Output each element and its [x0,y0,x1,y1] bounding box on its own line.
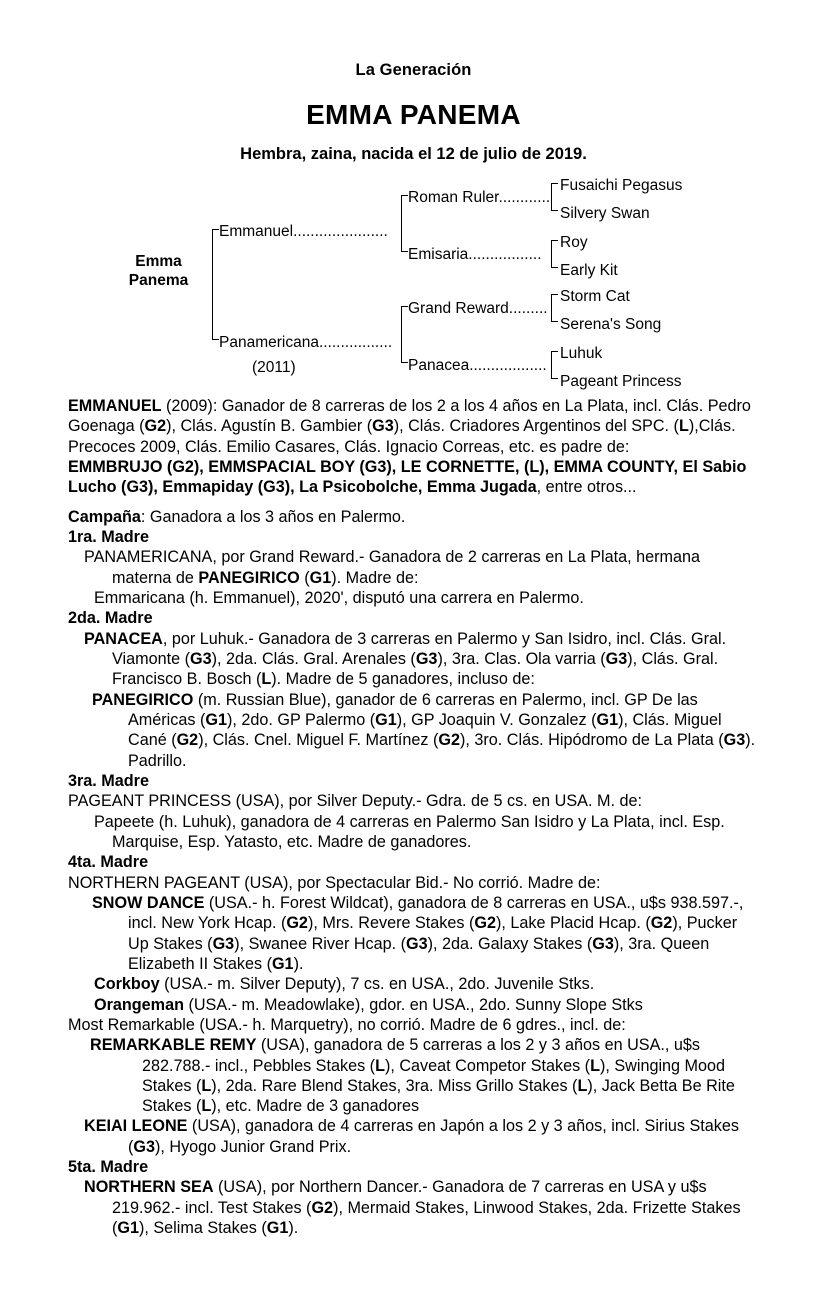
bracket-gen2-dam [401,306,402,363]
campaign-line [68,507,759,527]
pedigree-g3-0: Fusaichi Pegasus [560,177,683,194]
section-fifth-dam: 5ta. Madre [68,1158,149,1177]
grade-g1-f: G1 [266,1219,289,1238]
bracket-gen3-c [551,294,552,322]
grade-g2: G2 [144,417,167,436]
offspring-orangeman [68,995,759,1015]
bracket-gen1 [212,229,213,340]
corkboy-text: (USA.- m. Silver Deputy), 7 cs. en USA., 2do. Juvenile Stks. [159,975,595,994]
snow-text-a: (USA.- h. Forest Wildcat), ganadora de 8 carreras en USA., u$s 938.597.-, incl. New York Hcap. ( [128,893,744,933]
grade-l-a: L [261,670,272,689]
remy-text-a: (USA), ganadora de 5 carreras a los 2 y 3 años en USA., u$s 282.788.- incl., Pebbles Stakes ( [142,1036,700,1075]
remy-text-b: ), Caveat Competor Stakes ( [384,1056,591,1075]
section-third-dam: 3ra. Madre [68,771,149,790]
pedigree-dam-year: (2011) [252,359,296,376]
snow-text-c: ), Lake Placid Hcap. ( [495,914,651,933]
fifth-text-b: ), Mermaid Stakes, Linwood Stakes, 2da. Frizette Stakes ( [112,1198,741,1238]
spacer [68,498,759,507]
snow-text-h: ). [293,954,304,973]
grade-g1-a: G1 [205,710,227,729]
grade-l-f: L [201,1097,212,1116]
sire-progeny-list [68,457,759,498]
second-dam-name: PANACEA [84,629,163,648]
grade-l-e: L [577,1076,588,1095]
second-dam-text-c: ), 3ra. Clas. Ola varria ( [437,649,606,668]
pedigree-g3-7: Pageant Princess [560,373,682,390]
grade-g1-c: G1 [596,710,619,729]
snow-text-f: ), 2da. Galaxy Stakes ( [427,934,593,953]
second-dam-offspring [68,690,759,771]
sire-progeny-names: EMMBRUJO (G2), EMMSPACIAL BOY (G3), LE CORNETTE, (L), EMMA COUNTY, El Sabio Lucho (G3), Emmapiday (G3), La Psicobolche, Emma Jugada [68,457,747,497]
bracket-gen3-b [551,240,552,268]
grade-g1: G1 [309,568,332,587]
pedigree-g3-4: Storm Cat [560,288,630,305]
grade-g2-b: G2 [438,731,460,750]
first-dam-text-b: ( [299,568,310,587]
offspring-name-corkboy: Corkboy [94,975,160,994]
grade-g2-d: G2 [474,914,496,933]
first-dam-offspring: Emmaricana (h. Emmanuel), 2020', disputó una carrera en Palermo. [94,588,584,607]
pedigree-sire: Emmanuel...................... [219,223,388,240]
remy-text-f: ), etc. Madre de 3 ganadores [211,1097,420,1116]
horse-description: Hembra, zaina, nacida el 12 de julio de 2019. [240,145,587,163]
grade-g1-e: G1 [117,1219,139,1238]
keiai-text-b: ), Hyogo Junior Grand Prix. [155,1137,352,1156]
sire-progeny-tail: , entre otros... [536,478,637,497]
campaign-text: : Ganadora a los 3 años en Palermo. [140,507,406,526]
grade-l-d: L [201,1076,212,1095]
keiai-text-a: (USA), ganadora de 4 carreras en Japón a los 2 y 3 años, incl. Sirius Stakes ( [128,1117,739,1156]
panegirico-text-f: ), 3ro. Clás. Hipódromo de La Plata ( [460,731,724,750]
pedigree-sire-sire: Roman Ruler............ [408,189,551,206]
offspring-name-panegirico: PANEGIRICO [92,690,194,709]
panegirico-text-d: ), Clás. Miguel Cané ( [128,710,722,750]
remy-text-e: ), Jack Betta Be Rite Stakes ( [142,1076,735,1116]
first-dam-desc [68,547,759,588]
first-dam-sibling: PANEGIRICO [198,568,300,587]
grade-l-b: L [375,1056,385,1075]
offspring-name-keiai-leone: KEIAI LEONE [84,1117,188,1136]
campaign-label: Campaña [68,507,141,526]
offspring-snow-dance [68,893,759,974]
grade-g3-b: G3 [415,649,438,668]
section-second-dam: 2da. Madre [68,609,153,628]
fifth-text-d: ). [288,1219,299,1238]
sire-note-name: EMMANUEL [68,397,162,415]
second-dam-text-a: , por Luhuk.- Ganadora de 3 carreras en Palermo y San Isidro, incl. Clás. Gral. Viamonte ( [112,629,727,668]
sire-note [68,396,759,457]
panegirico-text-e: ), Clás. Cnel. Miguel F. Martínez ( [198,731,439,750]
sire-note-text-4: ),Clás. Precoces 2009, Clás. Emilio Casares, Clás. Ignacio Correas, etc. es padre de: [68,417,736,456]
first-dam-text-c: ). Madre de: [331,568,419,587]
bracket-gen3-a [551,183,552,211]
snow-text-b: ), Mrs. Revere Stakes ( [307,914,475,933]
third-dam-offspring: Papeete (h. Luhuk), ganadora de 4 carreras en Palermo San Isidro y La Plata, incl. Esp. Marquise, Esp. Yatasto, etc. Madre de ganadores. [94,812,725,851]
subject-line-2: Panema [128,272,189,290]
pedigree-body [68,396,759,1238]
grade-l-c: L [590,1056,600,1075]
sire-note-text-1: (2009): Ganador de 8 carreras de los 2 a los 4 años en La Plata, incl. Clás. Pedro Goenaga ( [68,397,751,436]
snow-text-e: ), Swanee River Hcap. ( [234,934,407,953]
remy-text-d: ), 2da. Rare Blend Stakes, 3ra. Miss Grillo Stakes ( [211,1076,578,1095]
grade-g3-a: G3 [189,649,212,668]
snow-text-d: ), Pucker Up Stakes ( [128,914,738,953]
grade-g1-d: G1 [271,954,294,973]
pedigree-subject [106,252,211,291]
bracket-gen2-sire [401,195,402,252]
subject-line-1: Emma [135,253,182,270]
grade-g2-f: G2 [311,1198,334,1217]
grade-g3-e: G3 [212,934,235,953]
pedigree-g3-6: Luhuk [560,345,603,362]
pedigree-dam: Panamericana................. [219,334,393,351]
offspring-name-remarkable-remy: REMARKABLE REMY [90,1036,257,1055]
third-dam-desc: PAGEANT PRINCESS (USA), por Silver Deputy.- Gdra. de 5 cs. en USA. M. de: [68,792,642,811]
second-dam-text-e: ). Madre de 5 ganadores, incluso de: [271,670,535,689]
sire-note-text-3: ), Clás. Criadores Argentinos del SPC. ( [393,417,679,436]
panegirico-text-g: ). Padrillo. [128,731,756,770]
panegirico-text-b: ), 2do. GP Palermo ( [226,710,376,729]
panegirico-text-a: (m. Russian Blue), ganador de 6 carreras en Palermo, incl. GP De las Américas ( [128,690,698,729]
grade-g1-b: G1 [375,710,397,729]
grade-g2-e: G2 [650,914,673,933]
remy-text-c: ), Swinging Mood Stakes ( [142,1056,726,1095]
pedigree-g3-5: Serena's Song [560,316,662,333]
fifth-text-a: (USA), por Northern Dancer.- Ganadora de 7 carreras en USA y u$s 219.962.- incl. Test Stakes ( [112,1178,707,1217]
publication-name: La Generación [355,61,472,79]
pedigree-g3-2: Roy [560,234,588,251]
pedigree-dam-sire: Grand Reward......... [408,300,548,317]
second-dam-text-b: ), 2da. Clás. Gral. Arenales ( [211,649,416,668]
pedigree-g3-3: Early Kit [560,262,618,279]
grade-g3-h: G3 [133,1137,155,1156]
pedigree-sire-dam: Emisaria................. [408,246,542,263]
orangeman-text: (USA.- m. Meadowlake), gdor. en USA., 2do. Sunny Slope Stks [183,995,643,1014]
bracket-gen3-d [551,351,552,379]
page-title: EMMA PANEMA [306,99,521,130]
section-fourth-dam: 4ta. Madre [68,853,149,872]
section-first-dam: 1ra. Madre [68,527,149,546]
offspring-corkboy [68,974,759,994]
grade-g2-a: G2 [176,731,199,750]
offspring-keiai-leone [68,1116,759,1157]
grade-g3-f: G3 [406,934,428,953]
sire-note-text-2: ), Clás. Agustín B. Gambier ( [166,417,373,436]
grade-g3-c: G3 [605,649,628,668]
fifth-dam-desc [68,1177,759,1238]
offspring-name-orangeman: Orangeman [94,995,184,1014]
fourth-dam-desc: NORTHERN PAGEANT (USA), por Spectacular Bid.- No corrió. Madre de: [68,873,601,892]
snow-text-g: ), 3ra. Queen Elizabeth II Stakes ( [128,934,710,973]
offspring-most-remarkable: Most Remarkable (USA.- h. Marquetry), no corrió. Madre de 6 gdres., incl. de: [68,1015,626,1034]
first-dam-text-a: PANAMERICANA, por Grand Reward.- Ganadora de 2 carreras en La Plata, hermana materna de [84,548,701,587]
grade-g3-d: G3 [723,731,746,750]
panegirico-text-c: ), GP Joaquin V. Gonzalez ( [396,710,597,729]
grade-l: L [678,417,689,436]
pedigree-tree [68,177,759,390]
offspring-remarkable-remy [68,1035,759,1116]
grade-g3-g: G3 [592,934,614,953]
second-dam-text-d: ), Clás. Gral. Francisco B. Bosch ( [112,649,719,689]
pedigree-dam-dam: Panacea.................. [408,357,547,374]
fifth-text-c: ), Selima Stakes ( [139,1219,267,1238]
grade-g2-c: G2 [286,914,308,933]
grade-g3: G3 [372,417,394,436]
offspring-name-snow-dance: SNOW DANCE [92,893,205,912]
pedigree-g3-1: Silvery Swan [560,205,650,222]
second-dam-desc [68,629,759,690]
fifth-dam-name: NORTHERN SEA [84,1178,214,1197]
